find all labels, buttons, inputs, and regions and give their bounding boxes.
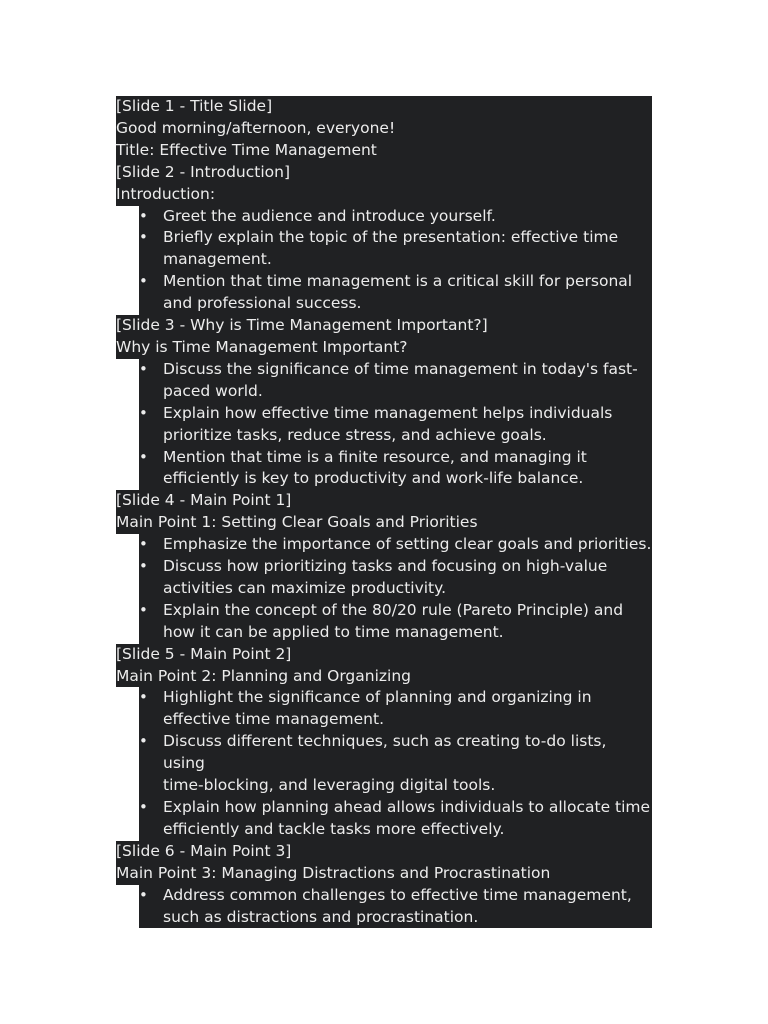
list-item bbox=[139, 403, 652, 447]
list-item bbox=[139, 687, 652, 731]
bullet-icon: • bbox=[139, 600, 148, 619]
section-title: Why is Time Management Important? bbox=[116, 337, 652, 359]
bullet-icon: • bbox=[139, 885, 148, 904]
slide-heading: [Slide 4 - Main Point 1] bbox=[116, 490, 652, 512]
list-item bbox=[139, 271, 652, 315]
list-item-text: management. bbox=[163, 250, 272, 269]
section-title: Title: Effective Time Management bbox=[116, 140, 652, 162]
bullet-list bbox=[139, 885, 652, 929]
list-item-text: Discuss different techniques, such as creating to-do lists, using bbox=[163, 732, 607, 773]
list-item bbox=[139, 534, 652, 556]
bullet-list bbox=[139, 206, 652, 316]
bullet-list bbox=[139, 687, 652, 840]
list-item-text: Emphasize the importance of setting clear goals and priorities. bbox=[163, 535, 652, 554]
list-item-text: Highlight the significance of planning and organizing in bbox=[163, 688, 592, 707]
bullet-icon: • bbox=[139, 535, 148, 554]
list-item bbox=[139, 227, 652, 271]
slide-heading: [Slide 5 - Main Point 2] bbox=[116, 644, 652, 666]
section-title: Main Point 2: Planning and Organizing bbox=[116, 666, 652, 688]
list-item-text: Explain how planning ahead allows individuals to allocate time bbox=[163, 798, 651, 816]
list-item-text: such as distractions and procrastination. bbox=[163, 907, 479, 926]
bullet-icon: • bbox=[139, 557, 148, 576]
list-item bbox=[139, 556, 652, 600]
slide-heading: [Slide 6 - Main Point 3] bbox=[116, 841, 652, 863]
bullet-icon: • bbox=[139, 272, 148, 291]
list-item-text: paced world. bbox=[163, 381, 263, 400]
bullet-icon: • bbox=[139, 688, 148, 707]
list-item-text: how it can be applied to time management. bbox=[163, 622, 504, 641]
list-item bbox=[139, 600, 652, 644]
list-item bbox=[139, 885, 652, 929]
section-title: Introduction: bbox=[116, 184, 652, 206]
section-title: Main Point 3: Managing Distractions and Procrastination bbox=[116, 863, 652, 885]
list-item bbox=[139, 797, 652, 841]
bullet-icon: • bbox=[139, 403, 148, 422]
list-item-text: efficiently is key to productivity and work-life balance. bbox=[163, 469, 584, 488]
list-item-text: efficiently and tackle tasks more effectively. bbox=[163, 819, 505, 838]
list-item-text: effective time management. bbox=[163, 710, 384, 729]
section-title: Main Point 1: Setting Clear Goals and Priorities bbox=[116, 512, 652, 534]
bullet-icon: • bbox=[139, 798, 148, 816]
list-item-text: Address common challenges to effective time management, bbox=[163, 885, 632, 904]
list-item-text: Mention that time management is a critical skill for personal bbox=[163, 272, 633, 291]
list-item-text: Briefly explain the topic of the presentation: effective time bbox=[163, 228, 619, 247]
list-item-text: time-blocking, and leveraging digital tools. bbox=[163, 776, 496, 795]
list-item-text: Explain how effective time management helps individuals bbox=[163, 403, 613, 422]
bullet-icon: • bbox=[139, 206, 148, 225]
list-item-text: Discuss the significance of time management in today's fast- bbox=[163, 359, 638, 378]
document-body bbox=[116, 96, 652, 928]
list-item-text: Greet the audience and introduce yourself. bbox=[163, 206, 496, 225]
slide-heading: [Slide 1 - Title Slide] bbox=[116, 96, 652, 118]
slide-heading: [Slide 3 - Why is Time Management Important?] bbox=[116, 315, 652, 337]
bullet-icon: • bbox=[139, 359, 148, 378]
list-item-text: Discuss how prioritizing tasks and focusing on high-value bbox=[163, 557, 608, 576]
bullet-list bbox=[139, 359, 652, 490]
slide-heading: [Slide 2 - Introduction] bbox=[116, 162, 652, 184]
bullet-list bbox=[139, 534, 652, 644]
list-item bbox=[139, 206, 652, 228]
list-item-text: and professional success. bbox=[163, 294, 362, 313]
list-item-text: activities can maximize productivity. bbox=[163, 578, 447, 597]
list-item bbox=[139, 359, 652, 403]
list-item bbox=[139, 447, 652, 491]
list-item-text: prioritize tasks, reduce stress, and achieve goals. bbox=[163, 425, 547, 444]
bullet-icon: • bbox=[139, 732, 148, 751]
list-item bbox=[139, 731, 652, 797]
greeting-line: Good morning/afternoon, everyone! bbox=[116, 118, 652, 140]
bullet-icon: • bbox=[139, 447, 148, 466]
bullet-icon: • bbox=[139, 228, 148, 247]
list-item-text: Explain the concept of the 80/20 rule (Pareto Principle) and bbox=[163, 600, 624, 619]
list-item-text: Mention that time is a finite resource, and managing it bbox=[163, 447, 587, 466]
